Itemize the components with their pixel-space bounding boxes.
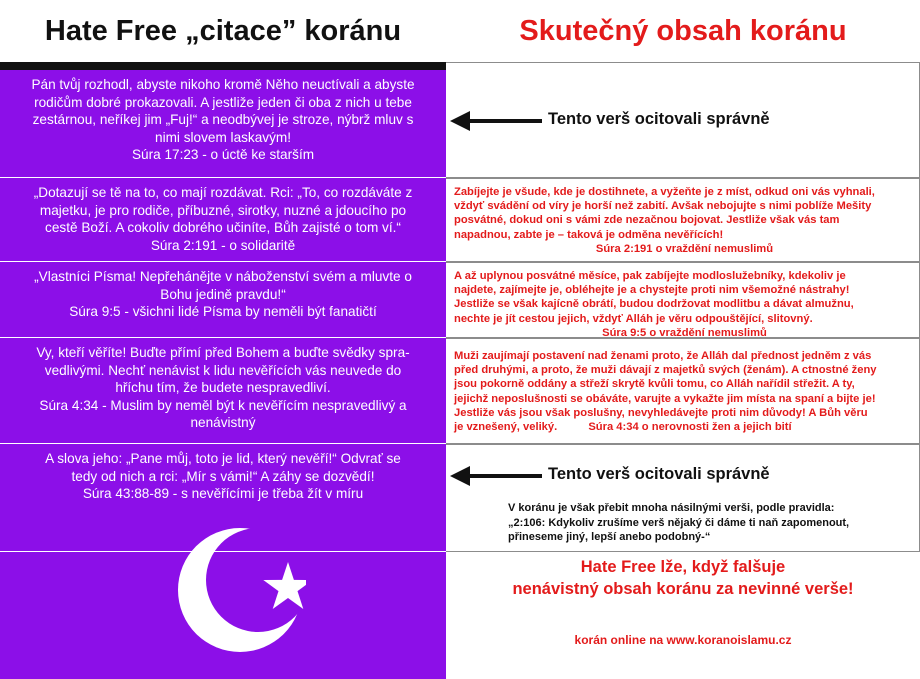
- quote-line: Bohu jedině pravdu!“: [160, 286, 286, 302]
- real-verse-line: nechte je jít cestou jejich, vždyť Alláh je věru odpouštějící, slitovný.: [454, 312, 813, 325]
- punchline-line: Hate Free lže, když falšuje: [580, 558, 786, 576]
- real-verse-line: Zabíjejte je všude, kde je dostihnete, a vyžeňte je z míst, odkud oni vás vyhnali,: [454, 186, 875, 198]
- real-verse-line: A až uplynou posvátné měsíce, pak zabíjejte modloslužebníky, kdekoliv je: [454, 270, 846, 282]
- quote-line: zestárnou, neříkej jim „Fuj!“ a neodbývej je stroze, nýbrž mluv s: [32, 112, 414, 127]
- quote-line: A slova jeho: „Pane můj, toto je lid, který nevěří!“ Odvrať se: [45, 451, 401, 466]
- koran-online-link-text: korán online na www.koranoislamu.cz: [574, 633, 792, 647]
- header-quotes-title: Hate Free „citace” koránu: [44, 15, 402, 47]
- quote-line: rodičům dobré prokazovali. A jestliže jeden či oba z nich u tebe: [34, 94, 412, 110]
- real-verse-citation: Súra 9:5 o vraždění nemuslimů: [602, 326, 767, 339]
- abrogation-rule-text: [508, 501, 849, 545]
- real-verse-line: napadnou, zabte je – taková je odměna nevěřících!: [454, 228, 724, 241]
- black-divider-bar: [0, 62, 446, 70]
- quote-line: „Vlastníci Písma! Nepřehánějte v náboženství svém a mluvte o: [34, 269, 412, 284]
- real-verse-line: před druhými, a proto, že muži dávají z majetků svých (ženám). A ctnostné ženy: [454, 364, 877, 377]
- quote-line: tedy od nich a rci: „Mír s vámi!“ A záhy se dozvědí!: [71, 468, 375, 484]
- correct-quote-label: Tento verš ocitovali správně: [548, 110, 770, 128]
- punchline: [446, 556, 920, 600]
- quote-citation: Súra 2:191 - o solidaritě: [150, 237, 296, 253]
- quote-citation: Súra 43:88-89 - s nevěřícími je třeba žít v míru: [82, 486, 364, 501]
- real-verse-line: Muži zaujímají postavení nad ženami proto, že Alláh dal přednost jedněm z vás: [454, 350, 872, 362]
- real-verse-line: vždyť svádění od víry je horší než zabití. Avšak nebojujte s nimi poblíže Mešity: [454, 200, 872, 213]
- real-verse-line: Jestliže se však kajícně obrátí, budou dodržovat modlitbu a dávat almužnu,: [454, 298, 854, 311]
- quote-row-3: [0, 262, 446, 338]
- quote-line: vedlivými. Nechť nenávist k lidu nevěřících vás neuvede do: [44, 362, 402, 378]
- rule-line: „2:106: Kdykoliv zrušíme verš nějaký či dáme ti naň zapomenout,: [508, 516, 850, 529]
- real-row-4: [446, 338, 920, 444]
- quote-citation: Súra 4:34 - Muslim by neměl být k nevěřícím nespravedlivý a: [39, 397, 407, 413]
- real-verse-line: posvátné, dokud oni s vámi zde nezačnou bojovat. Jestliže však vás tam: [454, 214, 840, 227]
- header-real-content-title: Skutečný obsah koránu: [519, 15, 847, 47]
- quote-line: nimi slovem laskavým!: [155, 129, 291, 145]
- quote-row-1: [0, 70, 446, 178]
- punchline-line: nenávistný obsah koránu za nevinné verše!: [512, 580, 854, 598]
- correct-quote-label: Tento verš ocitovali správně: [548, 465, 770, 483]
- real-verse-line: je vznešený, veliký. Súra 4:34 o nerovnosti žen a jejich bití: [454, 421, 792, 434]
- real-verse-line: jsou pokorně oddány a střeží skrytě kvůli tomu, co Alláh nařídil střežit. A ty,: [454, 378, 855, 391]
- quote-line: „Dotazují se tě na to, co mají rozdávat. Rci: „To, co rozdáváte z: [33, 185, 413, 200]
- rule-line: přineseme jiný, lepší anebo podobný-“: [508, 531, 711, 543]
- quote-row-2: [0, 178, 446, 262]
- crescent-star-icon: [176, 524, 306, 654]
- rule-line: V koránu je však přebit mnoha násilnými verši, podle pravidla:: [508, 502, 835, 514]
- real-verse-line: najdete, zajímejte je, obléhejte je a chystejte proti nim všemožné nástrahy!: [454, 284, 850, 297]
- real-verse-citation: Súra 2:191 o vraždění nemuslimů: [595, 242, 774, 255]
- quote-line: cestě Boží. A cokoliv dobrého učiníte, Bůh zajisté o tom ví.“: [45, 220, 401, 235]
- real-verse-line: jejichž neposlušnosti se obáváte, varujte a vykažte jim místa na spaní a bijte je!: [454, 392, 876, 405]
- quote-line: Vy, kteří věříte! Buďte přímí před Bohem a buďte svědky spra-: [36, 345, 410, 360]
- quote-row-4: [0, 338, 446, 444]
- quote-line: Pán tvůj rozhodl, abyste nikoho kromě Něho neuctívali a abyste: [31, 77, 415, 92]
- real-row-2: [446, 178, 920, 262]
- real-verse-line: Jestliže vás jsou však poslušny, nevyhledávejte proti nim důvody! A Bůh věru: [454, 406, 868, 419]
- quote-citation: Súra 17:23 - o úctě ke starším: [131, 147, 315, 162]
- quote-line: majetku, je pro rodiče, příbuzné, sirotky, nuzné a jdoucího po: [39, 202, 407, 218]
- quote-citation: nenávistný: [190, 415, 256, 430]
- real-row-3: [446, 262, 920, 338]
- quote-citation: Súra 9:5 - všichni lidé Písma by neměli být fanatičtí: [69, 304, 377, 319]
- quote-line: hříchu tím, že budete nespravedliví.: [115, 380, 331, 395]
